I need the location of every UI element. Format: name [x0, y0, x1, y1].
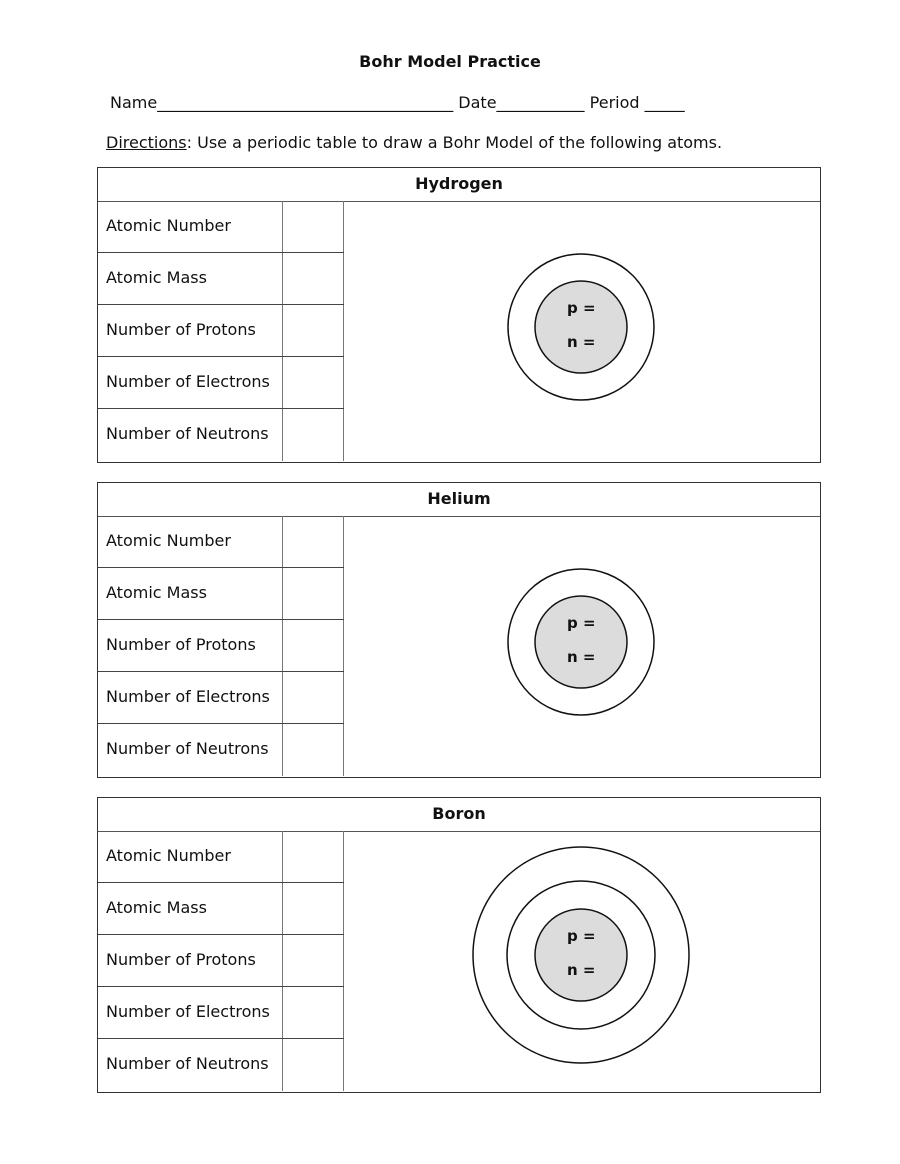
property-answer-field[interactable]: [283, 831, 344, 882]
directions-label: Directions: [106, 133, 187, 152]
property-row: [98, 516, 344, 568]
property-label: Number of Neutrons: [98, 1039, 283, 1091]
neutrons-label: n =: [567, 961, 596, 979]
directions: [106, 133, 722, 152]
property-label: Atomic Number: [98, 831, 283, 882]
property-label: Number of Protons: [98, 935, 283, 986]
bohr-model-diagram[interactable]: [471, 211, 691, 431]
atom-worksheet-hydrogen: [97, 167, 821, 463]
date-field[interactable]: ___________: [496, 93, 585, 112]
property-row: [98, 357, 344, 409]
property-row: [98, 568, 344, 620]
nucleus: [535, 596, 627, 688]
property-answer-field[interactable]: [283, 987, 344, 1038]
neutrons-label: n =: [567, 648, 596, 666]
atom-worksheet-helium: [97, 482, 821, 778]
property-row: [98, 409, 344, 461]
property-label: Number of Protons: [98, 620, 283, 671]
property-answer-field[interactable]: [283, 305, 344, 356]
neutrons-label: n =: [567, 333, 596, 351]
property-rows: [98, 831, 344, 1091]
nucleus: [535, 281, 627, 373]
property-answer-field[interactable]: [283, 253, 344, 304]
name-label: Name: [110, 93, 158, 112]
property-row: [98, 620, 344, 672]
property-row: [98, 201, 344, 253]
property-label: Number of Electrons: [98, 672, 283, 723]
bohr-model-diagram[interactable]: [471, 845, 691, 1065]
property-answer-field[interactable]: [283, 568, 344, 619]
bohr-model-diagram[interactable]: [471, 526, 691, 746]
property-row: [98, 724, 344, 776]
protons-label: p =: [567, 927, 596, 945]
name-field[interactable]: _____________________________________: [157, 93, 454, 112]
property-answer-field[interactable]: [283, 409, 344, 461]
page-title: Bohr Model Practice: [359, 52, 541, 71]
property-label: Number of Protons: [98, 305, 283, 356]
period-field[interactable]: _____: [644, 93, 685, 112]
property-answer-field[interactable]: [283, 201, 344, 252]
atom-worksheet-boron: [97, 797, 821, 1093]
directions-text: : Use a periodic table to draw a Bohr Model of the following atoms.: [186, 133, 723, 152]
property-label: Atomic Mass: [98, 253, 283, 304]
property-answer-field[interactable]: [283, 620, 344, 671]
property-rows: [98, 516, 344, 776]
property-row: [98, 1039, 344, 1091]
property-label: Number of Electrons: [98, 987, 283, 1038]
property-label: Atomic Mass: [98, 568, 283, 619]
property-answer-field[interactable]: [283, 724, 344, 776]
property-answer-field[interactable]: [283, 1039, 344, 1091]
property-label: Atomic Mass: [98, 883, 283, 934]
property-answer-field[interactable]: [283, 516, 344, 567]
property-row: [98, 305, 344, 357]
property-answer-field[interactable]: [283, 672, 344, 723]
property-row: [98, 935, 344, 987]
property-label: Number of Electrons: [98, 357, 283, 408]
property-row: [98, 987, 344, 1039]
atom-name: Boron: [98, 798, 820, 832]
atom-name: Hydrogen: [98, 168, 820, 202]
property-label: Atomic Number: [98, 516, 283, 567]
property-label: Atomic Number: [98, 201, 283, 252]
nucleus: [535, 909, 627, 1001]
property-row: [98, 672, 344, 724]
property-answer-field[interactable]: [283, 935, 344, 986]
property-row: [98, 253, 344, 305]
property-label: Number of Neutrons: [98, 409, 283, 461]
property-answer-field[interactable]: [283, 357, 344, 408]
protons-label: p =: [567, 299, 596, 317]
period-label: Period: [589, 93, 640, 112]
property-rows: [98, 201, 344, 461]
protons-label: p =: [567, 614, 596, 632]
property-answer-field[interactable]: [283, 883, 344, 934]
property-row: [98, 831, 344, 883]
property-row: [98, 883, 344, 935]
atom-name: Helium: [98, 483, 820, 517]
date-label: Date: [458, 93, 497, 112]
student-info-line: [110, 93, 685, 112]
property-label: Number of Neutrons: [98, 724, 283, 776]
